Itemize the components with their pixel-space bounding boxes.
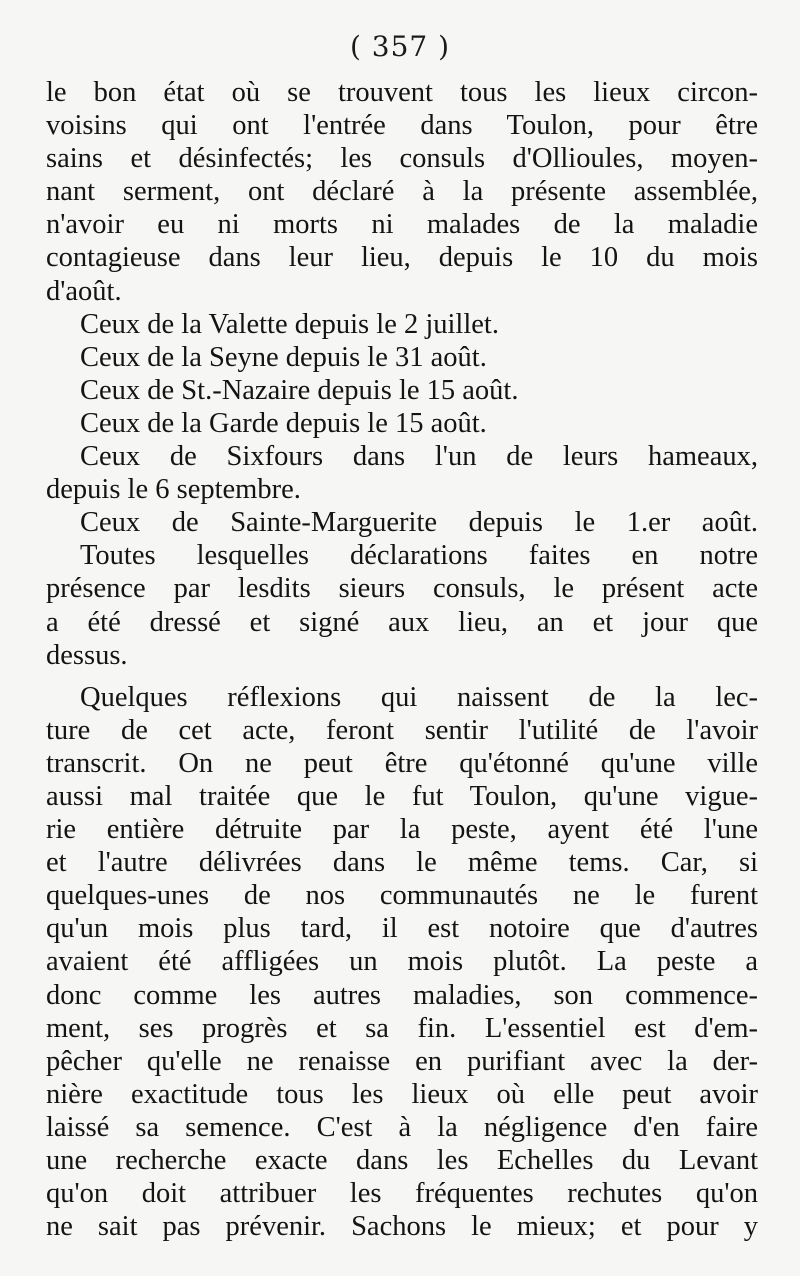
text-line: ture de cet acte, feront sentir l'utilité de l'avoir [46,714,758,746]
text-line: Quelques réflexions qui naissent de la lec- [80,681,758,713]
text-line: présence par lesdits sieurs consuls, le présent acte [46,573,758,605]
page-number: ( 357 ) [349,30,451,63]
text-line: qu'un mois plus tard, il est notoire que d'autres [46,913,758,945]
text-line: pêcher qu'elle ne renaisse en purifiant avec la der- [46,1045,758,1077]
text-line: nière exactitude tous les lieux où elle peut avoir [46,1078,758,1110]
text-line: Ceux de la Garde depuis le 15 août. [80,407,487,439]
text-line: depuis le 6 septembre. [46,474,301,506]
text-line: n'avoir eu ni morts ni malades de la maladie [46,209,758,241]
text-line: ment, ses progrès et sa fin. L'essentiel est d'em- [46,1012,758,1044]
text-line: voisins qui ont l'entrée dans Toulon, pour être [46,110,758,142]
text-line: laissé sa semence. C'est à la négligence d'en faire [46,1111,758,1143]
text-line: une recherche exacte dans les Echelles du Levant [46,1145,758,1176]
text-line: ne sait pas prévenir. Sachons le mieux; et pour y [46,1211,758,1243]
text-line: a été dressé et signé aux lieu, an et jour que [46,606,758,638]
text-line: Ceux de Sixfours dans l'un de leurs hameaux, [80,441,758,473]
text-line: Ceux de la Seyne depuis le 31 août. [80,341,487,373]
paragraph [46,681,758,1244]
text-line: le bon état où se trouvent tous les lieux circon- [46,77,758,108]
text-line: contagieuse dans leur lieu, depuis le 10 du mois [46,242,758,274]
text-line: Ceux de St.-Nazaire depuis le 15 août. [80,374,519,406]
paragraph [46,308,758,341]
paragraph-spacer [46,672,758,681]
text-line: aussi mal traitée que le fut Toulon, qu'une vigue- [46,780,758,812]
text-line: Toutes lesquelles déclarations faites en notre [80,540,758,572]
text-line: transcrit. On ne peut être qu'étonné qu'une ville [46,747,758,779]
text-line: nant serment, ont déclaré à la présente assemblée, [46,176,758,208]
body-text [46,76,758,1243]
paragraph [46,374,758,407]
paragraph [46,407,758,440]
text-line: donc comme les autres maladies, son commence- [46,979,758,1011]
paragraph [46,341,758,374]
text-line: Ceux de la Valette depuis le 2 juillet. [80,308,499,340]
text-line: dessus. [46,639,128,671]
text-line: sains et désinfectés; les consuls d'Ollioules, moyen- [46,143,758,175]
text-line: rie entière détruite par la peste, ayent été l'une [46,814,758,846]
paragraph [46,76,758,308]
paragraph [46,506,758,539]
text-line: et l'autre délivrées dans le même tems. Car, si [46,847,758,879]
text-line: avaient été affligées un mois plutôt. La peste a [46,946,758,978]
text-line: Ceux de Sainte-Marguerite depuis le 1.er août. [80,507,758,539]
text-line: quelques-unes de nos communautés ne le furent [46,880,758,912]
paragraph [46,440,758,506]
paragraph [46,539,758,671]
text-line: d'août. [46,275,122,307]
text-line: qu'on doit attribuer les fréquentes rechutes qu'on [46,1178,758,1210]
